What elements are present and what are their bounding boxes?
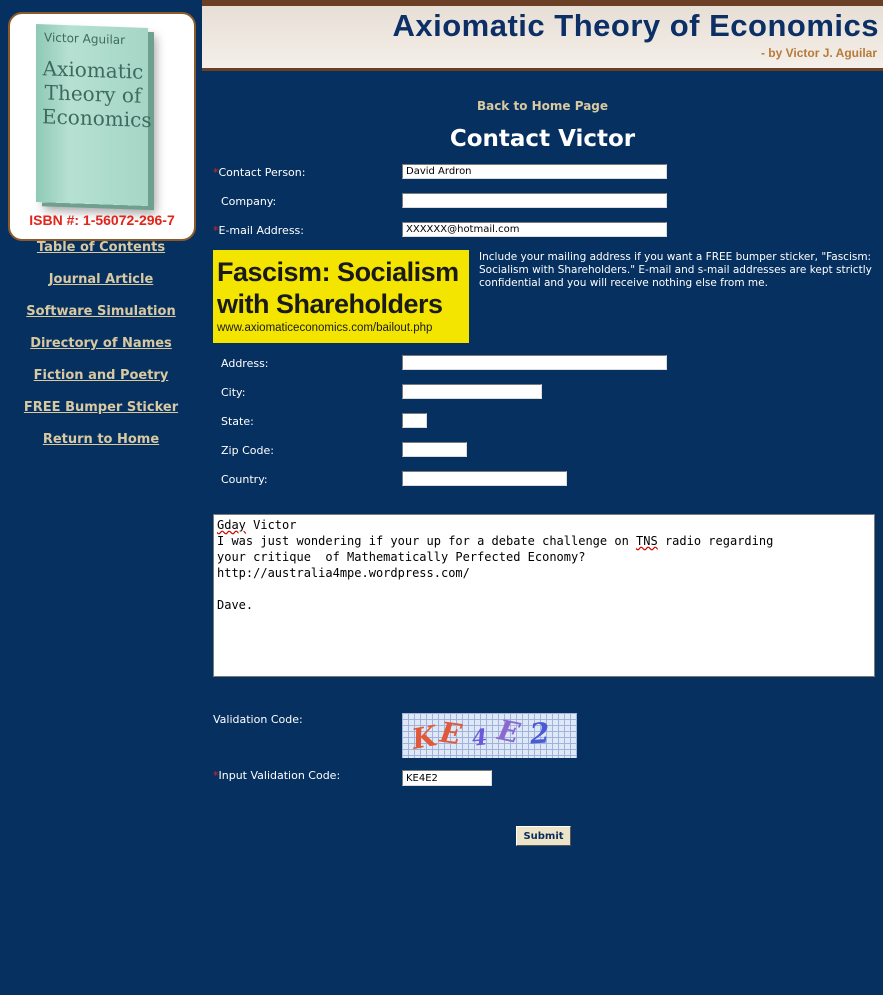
captcha-char: 4	[470, 724, 489, 752]
validation-code-label: Validation Code:	[213, 713, 303, 726]
captcha-image	[402, 713, 577, 758]
sidebar-item-journal-article[interactable]: Journal Article	[48, 272, 154, 287]
submit-button[interactable]: Submit	[516, 826, 571, 846]
sidebar-item-table-of-contents[interactable]: Table of Contents	[36, 240, 166, 255]
sidebar-item-return-to-home[interactable]: Return to Home	[42, 432, 160, 447]
required-mark: *	[213, 769, 219, 782]
country-label: Country:	[221, 473, 268, 486]
bumper-sticker-banner[interactable]	[213, 250, 469, 343]
captcha-char: E	[494, 713, 523, 750]
sidebar-item-directory-of-names[interactable]: Directory of Names	[30, 336, 172, 351]
company-field[interactable]	[402, 193, 667, 208]
validation-code-field[interactable]	[402, 770, 492, 786]
sidebar-item-software-simulation[interactable]: Software Simulation	[26, 304, 176, 319]
book-cover-card[interactable]	[8, 12, 196, 241]
site-byline: - by Victor J. Aguilar	[760, 46, 877, 60]
country-field[interactable]	[402, 471, 567, 486]
mailing-address-info: Include your mailing address if you want a FREE bumper sticker, "Fascism: Socialism with Shareholders." E-mail and s-mail addresses are kept strictly confidential and you will receive nothing else from me.	[479, 251, 872, 289]
isbn-label: ISBN #: 1-56072-296-7	[29, 212, 175, 228]
contact-person-label: *Contact Person:	[213, 166, 306, 179]
sidebar-nav	[0, 238, 202, 462]
zip-code-label: Zip Code:	[221, 444, 274, 457]
site-header	[202, 0, 883, 71]
site-title: Axiomatic Theory of Economics	[392, 8, 879, 43]
address-field[interactable]	[402, 355, 667, 370]
captcha-char: K	[409, 719, 440, 756]
book-author: Victor Aguilar	[44, 30, 126, 48]
city-label: City:	[221, 386, 246, 399]
address-label: Address:	[221, 357, 269, 370]
sidebar-item-free-bumper-sticker[interactable]: FREE Bumper Sticker	[23, 400, 179, 415]
email-field[interactable]	[402, 222, 667, 237]
banner-url: www.axiomaticeconomics.com/bailout.php	[217, 322, 433, 334]
banner-line-1: Fascism: Socialism	[217, 257, 459, 287]
message-textarea[interactable]: Gday Victor I was just wondering if your up for a debate challenge on TNS radio regarding your critique of Mathematically Perfected Economy? http://australia4mpe.wordpress.com/ Dave.	[213, 514, 875, 677]
input-validation-label: *Input Validation Code:	[213, 769, 341, 782]
state-label: State:	[221, 415, 254, 428]
banner-line-2: with Shareholders	[217, 289, 443, 319]
captcha-char: 2	[528, 716, 551, 751]
page-title: Contact Victor	[449, 126, 636, 152]
company-label: Company:	[221, 195, 277, 208]
required-mark: *	[213, 224, 219, 237]
back-to-home-link[interactable]: Back to Home Page	[476, 99, 609, 113]
book-cover-image	[36, 24, 152, 206]
book-title: Axiomatic Theory of Economics	[42, 56, 152, 133]
zip-code-field[interactable]	[402, 442, 467, 457]
sidebar-item-fiction-and-poetry[interactable]: Fiction and Poetry	[33, 368, 169, 383]
required-mark: *	[213, 166, 219, 179]
contact-person-field[interactable]	[402, 164, 667, 179]
captcha-char: E	[437, 715, 464, 752]
city-field[interactable]	[402, 384, 542, 399]
email-label: *E-mail Address:	[213, 224, 304, 237]
state-field[interactable]	[402, 413, 427, 428]
